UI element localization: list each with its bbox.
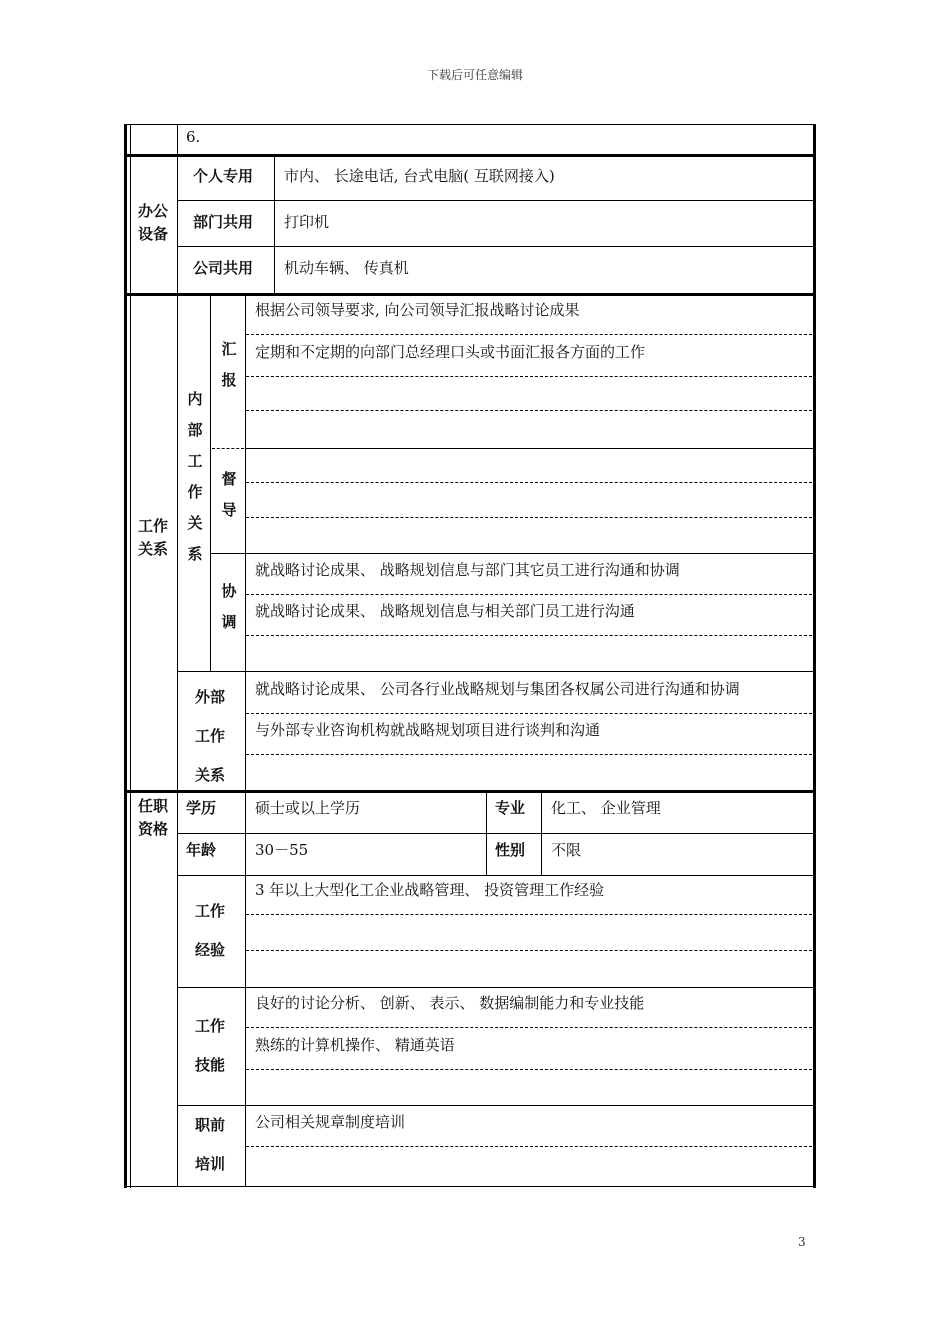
company-shared-label: 公司共用 (193, 259, 254, 277)
work-label-divider (177, 296, 178, 790)
experience-label: 工作 经验 (195, 902, 226, 959)
office-row-line-1 (177, 200, 813, 201)
office-section-bottom-border (124, 293, 816, 296)
office-row-line-2 (177, 246, 813, 247)
major-label: 专业 (495, 799, 526, 817)
row6-divider (177, 124, 178, 156)
table-bottom-border (124, 1186, 816, 1187)
report-dash-2 (246, 376, 812, 377)
office-value-divider (274, 156, 275, 296)
age-label: 年龄 (186, 841, 217, 859)
experience-line-1: 3 年以上大型化工企业战略管理、 投资管理工作经验 (255, 881, 605, 899)
supervise-row-bottom (210, 553, 813, 554)
experience-dash-1 (246, 914, 812, 915)
external-dash-2 (246, 754, 812, 755)
education-value: 硕士或以上学历 (255, 799, 361, 817)
training-dash-1 (246, 1146, 812, 1147)
row6-text: 6. (186, 128, 201, 146)
qual-mid-divider-1 (486, 793, 487, 875)
external-line-2: 与外部专业咨询机构就战略规划项目进行谈判和沟通 (255, 721, 601, 739)
table-top-border (124, 124, 816, 125)
coordinate-dash-2 (246, 635, 812, 636)
table-left-border (124, 124, 127, 1188)
coordinate-line-2: 就战略讨论成果、 战略规划信息与相关部门员工进行沟通 (255, 602, 635, 620)
company-shared-value: 机动车辆、 传真机 (284, 259, 409, 277)
table-right-border (813, 124, 816, 1188)
page-number: 3 (798, 1235, 806, 1249)
external-line-1: 就战略讨论成果、 公司各行业战略规划与集团各权属公司进行沟通和协调 (255, 680, 740, 698)
report-label: 汇 报 (221, 340, 237, 389)
department-shared-value: 打印机 (284, 213, 330, 231)
experience-dash-2 (246, 950, 812, 951)
skills-line-1: 良好的讨论分析、 创新、 表示、 数据编制能力和专业技能 (255, 994, 645, 1012)
skills-line-2: 熟练的计算机操作、 精通英语 (255, 1036, 455, 1054)
skills-dash-1 (246, 1027, 812, 1028)
training-label: 职前 培训 (195, 1116, 226, 1173)
table-left-inner-border (130, 124, 131, 1188)
qual-content-divider (245, 793, 246, 1186)
report-dash-3 (246, 410, 812, 411)
supervise-dash-2 (246, 517, 812, 518)
report-dash-1 (246, 334, 812, 335)
work-section-bottom-border (124, 790, 816, 793)
coordinate-line-1: 就战略讨论成果、 战略规划信息与部门其它员工进行沟通和协调 (255, 561, 680, 579)
experience-row-bottom (177, 987, 813, 988)
supervise-dash-1 (246, 482, 812, 483)
external-dash-1 (246, 713, 812, 714)
row6-bottom-border (124, 154, 816, 157)
work-relations-label: 工作 关系 (137, 517, 168, 558)
report-line-2: 定期和不定期的向部门总经理口头或书面汇报各方面的工作 (255, 343, 646, 361)
report-line-1: 根据公司领导要求, 向公司领导汇报战略讨论成果 (255, 301, 580, 319)
training-line-1: 公司相关规章制度培训 (255, 1113, 406, 1131)
gender-label: 性别 (495, 841, 526, 859)
qual-row-line-2 (177, 875, 813, 876)
report-supervise-separator (212, 448, 244, 449)
major-value: 化工、 企业管理 (551, 799, 661, 817)
education-label: 学历 (186, 799, 217, 817)
department-shared-label: 部门共用 (193, 213, 254, 231)
qualification-label: 任职 资格 (137, 797, 168, 838)
skills-row-bottom (177, 1105, 813, 1106)
gender-value: 不限 (551, 841, 582, 859)
office-label-divider (177, 156, 178, 296)
page-header: 下载后可任意编辑 (426, 68, 523, 82)
internal-section-bottom (177, 671, 813, 672)
age-value: 30－55 (255, 841, 309, 859)
personal-use-value: 市内、 长途电话, 台式电脑( 互联网接入) (284, 167, 555, 185)
personal-use-label: 个人专用 (193, 167, 254, 185)
coordinate-dash-1 (246, 594, 812, 595)
office-section-label: 办公 设备 (137, 202, 168, 243)
coordinate-label: 协 调 (221, 582, 237, 631)
qual-label-divider (177, 793, 178, 1186)
skills-dash-2 (246, 1069, 812, 1070)
internal-relations-label: 内 部 工 作 关 系 (187, 390, 203, 563)
supervise-label: 督 导 (221, 470, 237, 519)
internal-outer-divider (210, 296, 211, 672)
external-relations-label: 外部 工作 关系 (195, 688, 226, 784)
report-row-bottom (245, 448, 813, 449)
skills-label: 工作 技能 (195, 1017, 226, 1074)
work-content-divider (245, 296, 246, 790)
qual-mid-divider-2 (541, 793, 542, 875)
qual-row-line-1 (177, 833, 813, 834)
